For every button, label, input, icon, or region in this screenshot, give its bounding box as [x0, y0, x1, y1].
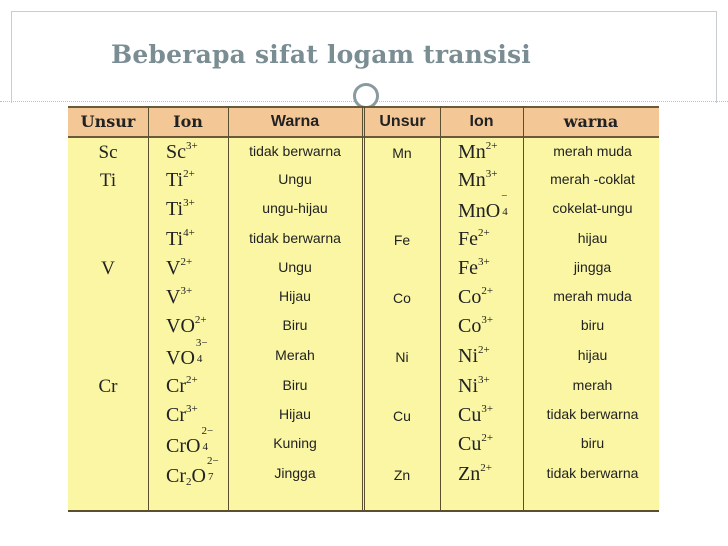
ion-color: merah muda [553, 288, 632, 304]
ion-symbol: Co [458, 286, 482, 308]
ion-charge: 3+ [481, 403, 494, 415]
ion-color: tidak berwarna [249, 143, 341, 159]
element-symbol: Ni [395, 349, 409, 365]
ion-symbol: Ni [458, 375, 478, 397]
ion-symbol: O [191, 465, 206, 487]
ion-charge: 2+ [481, 285, 494, 297]
ion-formula [166, 256, 192, 280]
ion-symbol: Ti [166, 169, 184, 191]
column-divider [148, 106, 149, 512]
ion-symbol: Mn [458, 169, 486, 191]
ion-symbol: MnO [458, 200, 501, 222]
ion-color: Ungu [278, 171, 312, 187]
ion-formula [166, 285, 192, 309]
ion-color: hijau [577, 230, 608, 246]
ion-formula [166, 140, 198, 164]
element-symbol: Cu [393, 408, 411, 424]
ion-charge: 2+ [180, 256, 193, 268]
ion-symbol: VO [166, 315, 195, 337]
ion-symbol: Mn [458, 141, 486, 163]
ion-formula [166, 455, 222, 488]
ion-charge: 3+ [478, 374, 490, 386]
element-symbol: Mn [392, 145, 412, 161]
ion-color: merah [572, 377, 613, 393]
ion-symbol: Co [458, 315, 482, 337]
ion-formula [458, 285, 493, 309]
header-ion-right: Ion [469, 113, 494, 130]
ion-formula [166, 168, 195, 192]
ion-charge: 3+ [186, 403, 198, 415]
ion-formula [458, 140, 498, 164]
ion-symbol: Sc [166, 141, 186, 163]
column-divider [440, 106, 441, 512]
ion-charge-stack [200, 425, 216, 453]
ion-formula [458, 227, 490, 251]
ion-color: jingga [573, 259, 612, 275]
element-symbol: V [101, 258, 115, 279]
ion-color: Kuning [273, 435, 317, 451]
ion-formula [458, 344, 490, 368]
ion-charge: − [501, 190, 508, 202]
ion-charge: 2+ [480, 462, 492, 474]
ion-symbol: V [166, 286, 181, 308]
ion-formula [458, 256, 490, 280]
ion-color: Biru [282, 377, 308, 393]
ion-formula [166, 197, 195, 221]
ion-charge: 2+ [481, 432, 494, 444]
ion-color: Jingga [274, 465, 316, 481]
ion-formula [166, 227, 195, 251]
ion-symbol: Cu [458, 404, 482, 426]
element-symbol: Sc [98, 142, 118, 163]
column-divider-center [362, 106, 365, 512]
ion-subscript: 7 [207, 471, 214, 483]
ion-charge: 3+ [180, 285, 193, 297]
ion-charge: 2+ [478, 227, 490, 239]
ion-formula [166, 374, 198, 398]
ion-symbol: Cr [166, 465, 186, 487]
ion-formula [166, 337, 211, 370]
ion-charge-stack [195, 337, 211, 365]
ion-subscript: 2 [186, 476, 192, 488]
element-symbol: Ti [99, 170, 117, 191]
ion-charge: 2− [206, 455, 219, 467]
ion-symbol: Cu [458, 433, 482, 455]
ion-color: Hijau [279, 406, 311, 422]
ion-symbol: Fe [458, 257, 478, 279]
ion-charge-stack [206, 455, 222, 483]
ion-symbol: Fe [458, 228, 478, 250]
ion-color: Biru [282, 317, 308, 333]
ion-charge: 2+ [183, 168, 195, 180]
ion-charge: 3+ [481, 314, 494, 326]
ion-formula [458, 432, 493, 456]
ion-color: biru [580, 317, 605, 333]
ion-charge: 3+ [485, 168, 498, 180]
ion-color: biru [580, 435, 605, 451]
header-unsur-left: Unsur [80, 112, 136, 131]
element-symbol: Co [393, 290, 411, 306]
ion-formula [458, 168, 498, 192]
ion-symbol: CrO [166, 435, 201, 457]
ion-charge: 2+ [478, 344, 490, 356]
header-unsur-right: Unsur [379, 113, 426, 130]
ion-formula [458, 314, 493, 338]
ion-symbol: Ni [458, 345, 478, 367]
ion-color: merah -coklat [550, 171, 635, 187]
transition-metal-table [68, 106, 659, 512]
ion-charge: 4+ [183, 227, 195, 239]
element-symbol: Zn [393, 467, 411, 483]
ion-symbol: Ti [166, 198, 184, 220]
ion-color: merah muda [553, 143, 632, 159]
column-divider [228, 106, 229, 512]
ion-color: tidak berwarna [546, 406, 639, 422]
ion-formula [166, 314, 207, 338]
ion-color: ungu-hijau [262, 200, 328, 216]
header-warna-left: Warna [270, 113, 320, 130]
ion-formula [166, 403, 198, 427]
ion-color: Hijau [279, 288, 311, 304]
ion-color: Merah [275, 347, 315, 363]
ion-symbol: Cr [166, 375, 186, 397]
ion-subscript: 4 [202, 441, 208, 453]
ion-charge: 2+ [186, 374, 198, 386]
ion-formula [458, 374, 490, 398]
slide-title: Beberapa sifat logam transisi [111, 40, 531, 69]
header-warna-right: warna [563, 112, 619, 131]
ion-charge: 3+ [478, 256, 490, 268]
ion-symbol: V [166, 257, 181, 279]
ion-charge: 2− [201, 425, 214, 437]
ion-symbol: Zn [458, 463, 481, 485]
element-symbol: Fe [393, 232, 411, 248]
ion-formula [458, 462, 492, 486]
ion-symbol: Cr [166, 404, 186, 426]
ion-charge: 2+ [485, 140, 498, 152]
ion-symbol: VO [166, 347, 195, 369]
ion-color: tidak berwarna [249, 230, 341, 246]
table-bottom-border [68, 510, 659, 512]
ion-formula [458, 190, 516, 223]
element-symbol: Cr [98, 376, 118, 397]
ion-color: hijau [577, 347, 608, 363]
ion-charge-stack [500, 190, 516, 218]
ion-charge: 3− [195, 337, 208, 349]
ion-charge: 2+ [194, 314, 207, 326]
ion-formula [458, 403, 493, 427]
ion-subscript: 4 [196, 353, 203, 365]
header-ion-left: Ion [173, 112, 203, 131]
column-divider [523, 106, 524, 512]
ion-color: cokelat-ungu [552, 200, 633, 216]
ion-symbol: Ti [166, 228, 184, 250]
ion-charge: 3+ [183, 197, 195, 209]
ion-charge: 3+ [186, 140, 198, 152]
ion-subscript: 4 [502, 206, 508, 218]
ion-color: tidak berwarna [546, 465, 639, 481]
ion-color: Ungu [278, 259, 312, 275]
